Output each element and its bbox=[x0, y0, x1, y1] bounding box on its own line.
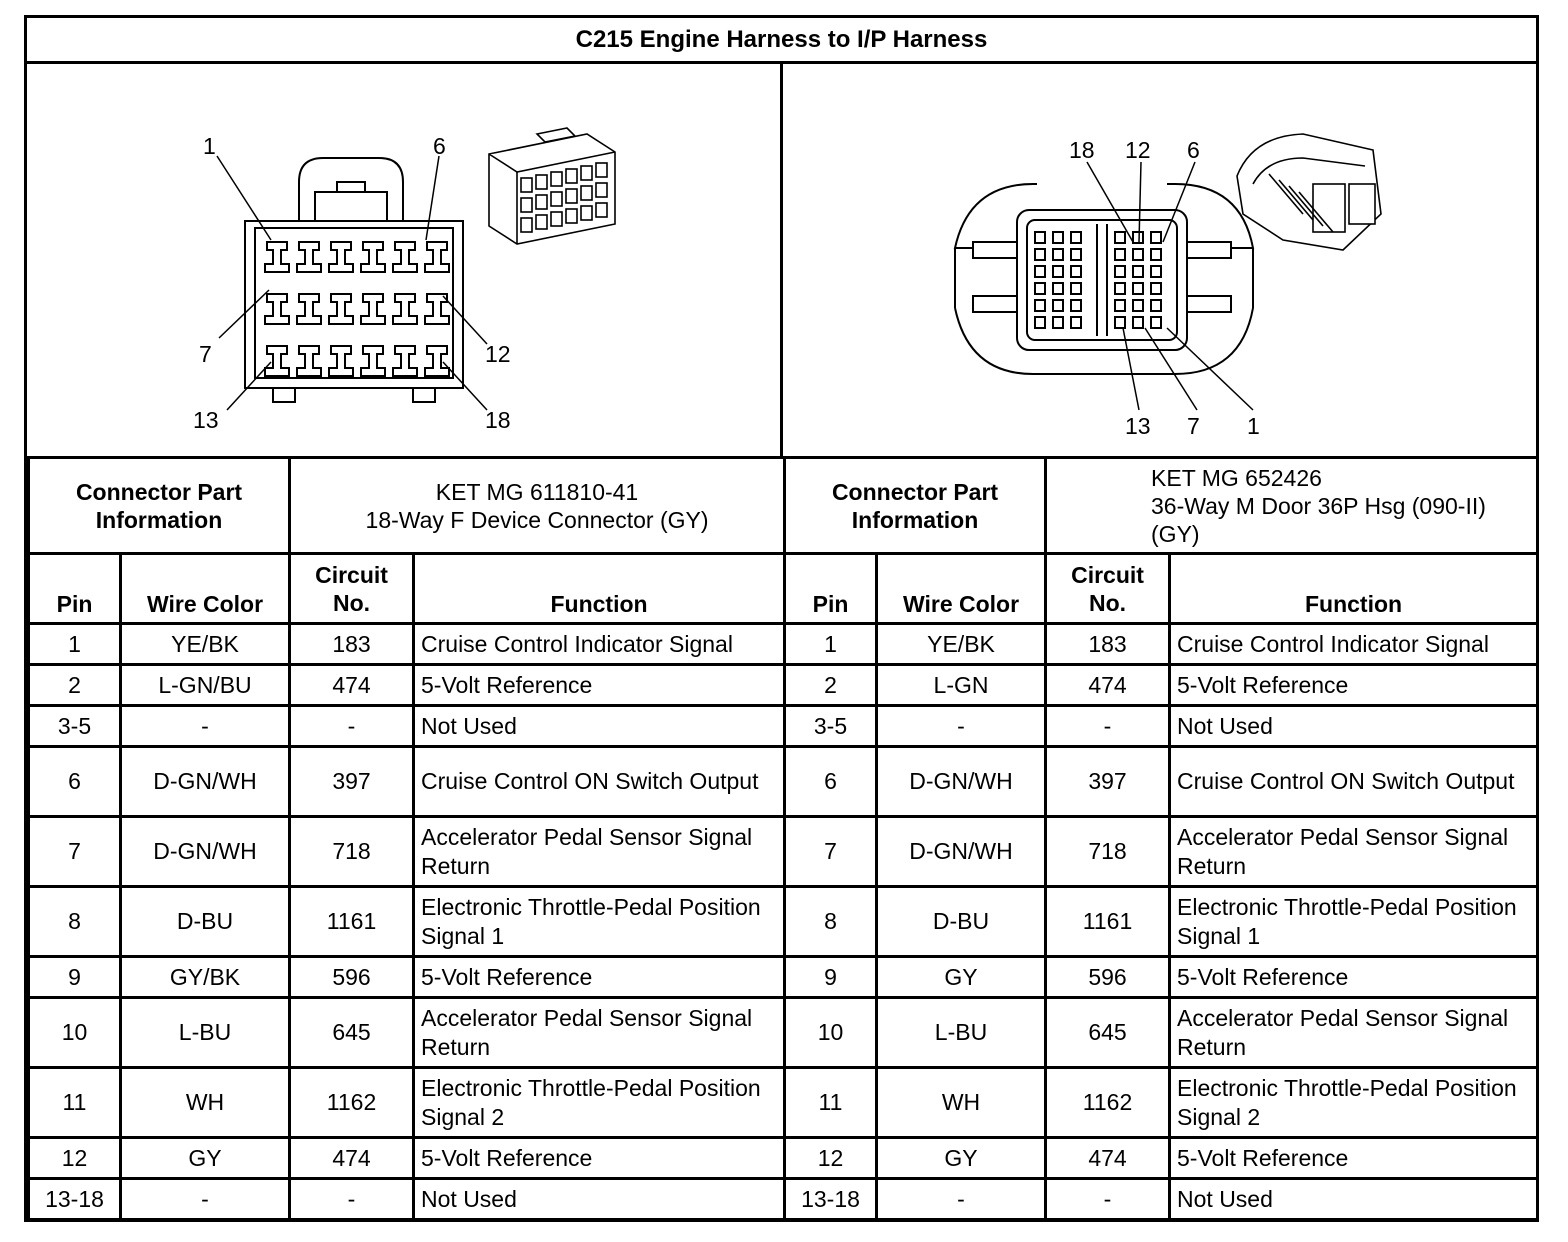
left-pin-label-13: 13 bbox=[193, 407, 219, 433]
left-pin-label-7: 7 bbox=[199, 341, 212, 367]
right-pin-cell: 8 bbox=[785, 887, 877, 957]
left-pin-row bbox=[29, 887, 785, 957]
right-circuit-cell: - bbox=[1046, 706, 1170, 747]
right-pin-row bbox=[785, 1138, 1538, 1179]
right-function-cell: 5-Volt Reference bbox=[1170, 665, 1538, 706]
left-circuit-cell: 718 bbox=[290, 817, 414, 887]
left-circuit-cell: 645 bbox=[290, 998, 414, 1068]
left-pin-cell: 2 bbox=[29, 665, 121, 706]
right-pin-label-7: 7 bbox=[1187, 413, 1200, 439]
right-function-cell: Not Used bbox=[1170, 706, 1538, 747]
left-pin-row bbox=[29, 1138, 785, 1179]
right-pin-row bbox=[785, 624, 1538, 665]
left-wire-color-cell: GY bbox=[121, 1138, 290, 1179]
pin-cavity bbox=[329, 294, 353, 324]
thumb-cavity bbox=[521, 178, 532, 192]
right-header-pin: Pin bbox=[785, 554, 877, 624]
right-info-label: Connector Part Information bbox=[785, 458, 1046, 554]
left-circuit-cell: 1161 bbox=[290, 887, 414, 957]
right-connector-drawing bbox=[783, 64, 1536, 456]
left-header-row bbox=[29, 554, 785, 624]
right-pin-label-13: 13 bbox=[1125, 413, 1151, 439]
right-wire-color-cell: - bbox=[877, 706, 1046, 747]
right-circuit-cell: - bbox=[1046, 1179, 1170, 1220]
right-circuit-cell: 596 bbox=[1046, 957, 1170, 998]
left-wire-color-cell: - bbox=[121, 706, 290, 747]
left-function-cell: Cruise Control ON Switch Output bbox=[414, 747, 785, 817]
left-pin-label-6: 6 bbox=[433, 133, 446, 159]
left-wire-color-cell: D-GN/WH bbox=[121, 747, 290, 817]
left-circuit-cell: 1162 bbox=[290, 1068, 414, 1138]
left-pin-row bbox=[29, 817, 785, 887]
right-part-description: 36-Way M Door 36P Hsg (090-II) (GY) bbox=[1151, 492, 1486, 547]
right-header-row bbox=[785, 554, 1538, 624]
right-function-cell: 5-Volt Reference bbox=[1170, 957, 1538, 998]
right-wire-color-cell: L-GN bbox=[877, 665, 1046, 706]
left-pin-cell: 8 bbox=[29, 887, 121, 957]
right-wire-color-cell: D-GN/WH bbox=[877, 817, 1046, 887]
right-wire-color-cell: GY bbox=[877, 1138, 1046, 1179]
right-circuit-cell: 1161 bbox=[1046, 887, 1170, 957]
right-pin-cell: 9 bbox=[785, 957, 877, 998]
pin-cavity bbox=[297, 346, 321, 376]
right-circuit-cell: 397 bbox=[1046, 747, 1170, 817]
left-pin-row bbox=[29, 957, 785, 998]
left-circuit-cell: 474 bbox=[290, 665, 414, 706]
left-pin-cell: 3-5 bbox=[29, 706, 121, 747]
pin-cavity bbox=[425, 242, 449, 272]
left-function-cell: Electronic Throttle-Pedal Position Signal 2 bbox=[414, 1068, 785, 1138]
right-pin-cell: 12 bbox=[785, 1138, 877, 1179]
left-pin-row bbox=[29, 665, 785, 706]
thumb-cavity bbox=[581, 186, 592, 200]
right-function-cell: 5-Volt Reference bbox=[1170, 1138, 1538, 1179]
right-pin-row bbox=[785, 706, 1538, 747]
left-pin-cell: 13-18 bbox=[29, 1179, 121, 1220]
right-pin-row bbox=[785, 665, 1538, 706]
thumb-cavity bbox=[596, 203, 607, 217]
left-pin-label-12: 12 bbox=[485, 341, 511, 367]
left-function-cell: Cruise Control Indicator Signal bbox=[414, 624, 785, 665]
pin-cavity bbox=[265, 346, 289, 376]
left-wire-color-cell: YE/BK bbox=[121, 624, 290, 665]
thumb-cavity bbox=[536, 215, 547, 229]
right-pin-row bbox=[785, 887, 1538, 957]
left-wire-color-cell: L-GN/BU bbox=[121, 665, 290, 706]
thumb-cavity bbox=[566, 189, 577, 203]
right-pin-label-6: 6 bbox=[1187, 137, 1200, 163]
right-function-cell: Accelerator Pedal Sensor Signal Return bbox=[1170, 998, 1538, 1068]
right-part-info bbox=[1046, 458, 1538, 554]
right-circuit-cell: 474 bbox=[1046, 1138, 1170, 1179]
sheet-title: C215 Engine Harness to I/P Harness bbox=[27, 18, 1536, 64]
pin-cavity bbox=[329, 346, 353, 376]
right-function-cell: Accelerator Pedal Sensor Signal Return bbox=[1170, 817, 1538, 887]
left-pin-row bbox=[29, 624, 785, 665]
pin-cavity bbox=[393, 294, 417, 324]
left-function-cell: 5-Volt Reference bbox=[414, 665, 785, 706]
left-wire-color-cell: - bbox=[121, 1179, 290, 1220]
left-header-circuit: Circuit No. bbox=[290, 554, 414, 624]
left-function-cell: Electronic Throttle-Pedal Position Signal 1 bbox=[414, 887, 785, 957]
right-pin-row bbox=[785, 817, 1538, 887]
left-circuit-cell: 596 bbox=[290, 957, 414, 998]
left-wire-color-cell: GY/BK bbox=[121, 957, 290, 998]
right-pin-cell: 6 bbox=[785, 747, 877, 817]
right-wire-color-cell: L-BU bbox=[877, 998, 1046, 1068]
left-pin-row bbox=[29, 747, 785, 817]
right-pin-cell: 2 bbox=[785, 665, 877, 706]
pin-cavity bbox=[265, 294, 289, 324]
right-pin-cell: 10 bbox=[785, 998, 877, 1068]
left-pin-row bbox=[29, 1068, 785, 1138]
left-pinout-table bbox=[27, 456, 786, 1221]
right-circuit-cell: 474 bbox=[1046, 665, 1170, 706]
right-circuit-cell: 183 bbox=[1046, 624, 1170, 665]
right-function-cell: Cruise Control ON Switch Output bbox=[1170, 747, 1538, 817]
left-connector-info-row bbox=[29, 458, 785, 554]
right-header-function: Function bbox=[1170, 554, 1538, 624]
left-circuit-cell: 397 bbox=[290, 747, 414, 817]
thumb-cavity bbox=[551, 192, 562, 206]
left-pin-cell: 9 bbox=[29, 957, 121, 998]
right-pinout-table bbox=[783, 456, 1539, 1221]
left-header-wire-color: Wire Color bbox=[121, 554, 290, 624]
right-circuit-cell: 645 bbox=[1046, 998, 1170, 1068]
right-pin-row bbox=[785, 1179, 1538, 1220]
left-wire-color-cell: D-BU bbox=[121, 887, 290, 957]
left-function-cell: Accelerator Pedal Sensor Signal Return bbox=[414, 817, 785, 887]
right-connector-diagram bbox=[783, 64, 1536, 456]
right-function-cell: Cruise Control Indicator Signal bbox=[1170, 624, 1538, 665]
pin-cavity bbox=[393, 346, 417, 376]
left-pin-cell: 11 bbox=[29, 1068, 121, 1138]
thumb-cavity bbox=[596, 163, 607, 177]
left-pin-label-18: 18 bbox=[485, 407, 511, 433]
left-pin-cell: 10 bbox=[29, 998, 121, 1068]
left-pin-cell: 1 bbox=[29, 624, 121, 665]
right-wire-color-cell: D-BU bbox=[877, 887, 1046, 957]
left-header-function: Function bbox=[414, 554, 785, 624]
right-function-cell: Electronic Throttle-Pedal Position Signal 2 bbox=[1170, 1068, 1538, 1138]
connector-sheet bbox=[24, 15, 1539, 1222]
left-circuit-cell: - bbox=[290, 1179, 414, 1220]
left-pin-cell: 7 bbox=[29, 817, 121, 887]
pin-cavity bbox=[265, 242, 289, 272]
left-circuit-cell: - bbox=[290, 706, 414, 747]
thumb-cavity bbox=[551, 172, 562, 186]
pin-cavity bbox=[361, 346, 385, 376]
right-pin-label-18: 18 bbox=[1069, 137, 1095, 163]
left-function-cell: 5-Volt Reference bbox=[414, 957, 785, 998]
right-pin-label-1: 1 bbox=[1247, 413, 1260, 439]
left-pin-label-1: 1 bbox=[203, 133, 216, 159]
right-pin-cell: 3-5 bbox=[785, 706, 877, 747]
left-pin-row bbox=[29, 706, 785, 747]
thumb-cavity bbox=[581, 166, 592, 180]
right-header-wire-color: Wire Color bbox=[877, 554, 1046, 624]
left-pin-cell: 12 bbox=[29, 1138, 121, 1179]
left-connector-diagram bbox=[27, 64, 783, 456]
left-part-number: KET MG 611810-41 bbox=[435, 478, 639, 505]
right-connector-info-row bbox=[785, 458, 1538, 554]
right-function-cell: Electronic Throttle-Pedal Position Signal 1 bbox=[1170, 887, 1538, 957]
left-circuit-cell: 474 bbox=[290, 1138, 414, 1179]
left-pin-row bbox=[29, 1179, 785, 1220]
right-part-number: KET MG 652426 bbox=[1151, 464, 1322, 491]
thumb-cavity bbox=[536, 195, 547, 209]
pin-cavity bbox=[425, 346, 449, 376]
right-circuit-cell: 1162 bbox=[1046, 1068, 1170, 1138]
thumb-cavity bbox=[521, 198, 532, 212]
right-pin-row bbox=[785, 1068, 1538, 1138]
pin-cavity bbox=[329, 242, 353, 272]
left-pin-cell: 6 bbox=[29, 747, 121, 817]
thumb-cavity bbox=[581, 206, 592, 220]
pin-cavity bbox=[361, 294, 385, 324]
right-pin-row bbox=[785, 957, 1538, 998]
left-part-info bbox=[290, 458, 785, 554]
right-wire-color-cell: D-GN/WH bbox=[877, 747, 1046, 817]
thumb-cavity bbox=[521, 218, 532, 232]
right-wire-color-cell: YE/BK bbox=[877, 624, 1046, 665]
right-pin-label-12: 12 bbox=[1125, 137, 1151, 163]
right-wire-color-cell: - bbox=[877, 1179, 1046, 1220]
left-function-cell: 5-Volt Reference bbox=[414, 1138, 785, 1179]
left-function-cell: Accelerator Pedal Sensor Signal Return bbox=[414, 998, 785, 1068]
thumb-cavity bbox=[566, 209, 577, 223]
thumb-cavity bbox=[566, 169, 577, 183]
left-wire-color-cell: WH bbox=[121, 1068, 290, 1138]
pin-cavity bbox=[361, 242, 385, 272]
left-wire-color-cell: L-BU bbox=[121, 998, 290, 1068]
left-function-cell: Not Used bbox=[414, 706, 785, 747]
thumb-cavity bbox=[536, 175, 547, 189]
right-pin-cell: 7 bbox=[785, 817, 877, 887]
right-pin-cell: 11 bbox=[785, 1068, 877, 1138]
right-pin-cell: 13-18 bbox=[785, 1179, 877, 1220]
thumb-cavity bbox=[551, 212, 562, 226]
left-info-label: Connector Part Information bbox=[29, 458, 290, 554]
right-circuit-cell: 718 bbox=[1046, 817, 1170, 887]
left-part-description: 18-Way F Device Connector (GY) bbox=[365, 506, 709, 533]
pin-cavity bbox=[297, 242, 321, 272]
right-pin-row bbox=[785, 998, 1538, 1068]
pin-cavity bbox=[297, 294, 321, 324]
right-header-circuit: Circuit No. bbox=[1046, 554, 1170, 624]
right-wire-color-cell: GY bbox=[877, 957, 1046, 998]
left-header-pin: Pin bbox=[29, 554, 121, 624]
left-connector-drawing bbox=[27, 64, 780, 456]
right-wire-color-cell: WH bbox=[877, 1068, 1046, 1138]
left-circuit-cell: 183 bbox=[290, 624, 414, 665]
left-pin-row bbox=[29, 998, 785, 1068]
pin-cavity bbox=[393, 242, 417, 272]
thumb-cavity bbox=[596, 183, 607, 197]
left-function-cell: Not Used bbox=[414, 1179, 785, 1220]
right-pin-cell: 1 bbox=[785, 624, 877, 665]
right-pin-row bbox=[785, 747, 1538, 817]
left-wire-color-cell: D-GN/WH bbox=[121, 817, 290, 887]
right-function-cell: Not Used bbox=[1170, 1179, 1538, 1220]
